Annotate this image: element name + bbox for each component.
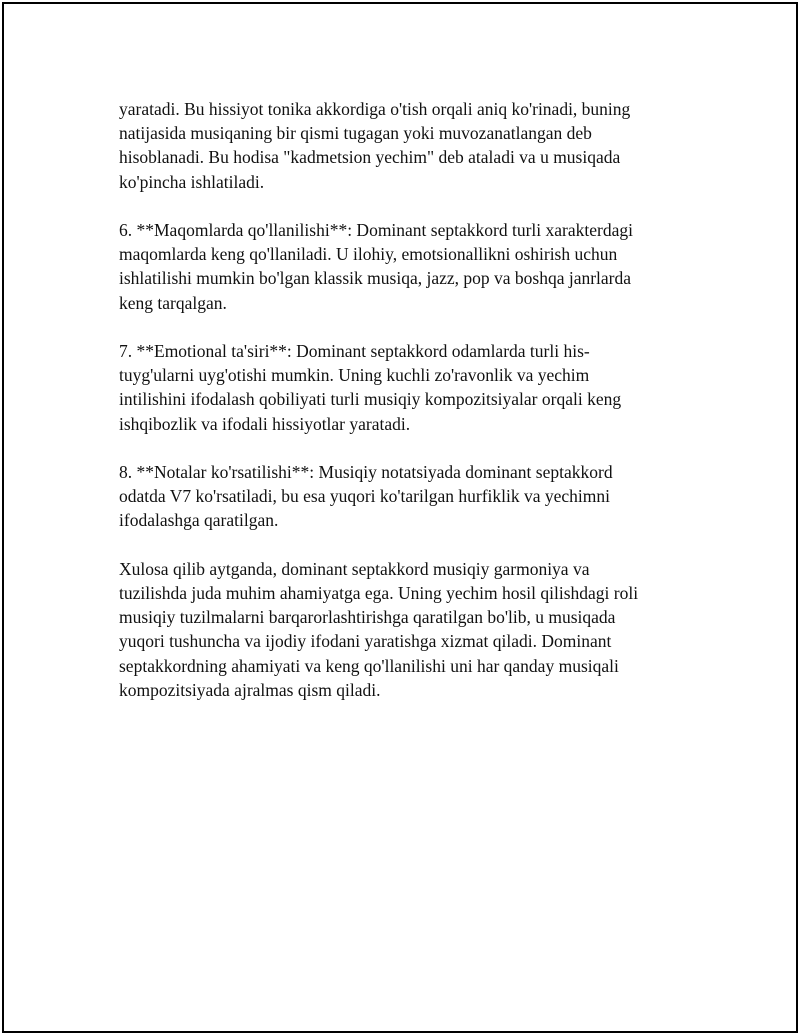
text-line: hisoblanadi. Bu hodisa "kadmetsion yechim" deb ataladi va u musiqada (119, 147, 621, 168)
text-line: maqomlarda keng qo'llaniladi. U ilohiy, emotsionallikni oshirish uchun (119, 244, 618, 265)
text-line: 6. **Maqomlarda qo'llanilishi**: Dominant septakkord turli xarakterdagi (119, 220, 633, 240)
text-line: natijasida musiqaning bir qismi tugagan yoki muvozanatlangan deb (119, 123, 592, 144)
text-line: yaratadi. Bu hissiyot tonika akkordiga o'tish orqali aniq ko'rinadi, buning (119, 99, 631, 119)
text-line: tuyg'ularni uyg'otishi mumkin. Uning kuchli zo'ravonlik va yechim (119, 365, 590, 386)
text-line: 8. **Notalar ko'rsatilishi**: Musiqiy notatsiyada dominant septakkord (119, 462, 613, 482)
document-page (2, 2, 798, 1033)
text-line: ifodalashga qaratilgan. (119, 510, 279, 531)
text-line: 7. **Emotional ta'siri**: Dominant septakkord odamlarda turli his- (119, 341, 590, 361)
paragraph-cadence (119, 97, 679, 194)
document-body (119, 97, 679, 726)
text-line: yuqori tushuncha va ijodiy ifodani yaratishga xizmat qiladi. Dominant (119, 631, 612, 652)
text-line: intilishini ifodalash qobiliyati turli musiqiy kompozitsiyalar orqali keng (119, 389, 622, 410)
paragraph-item-8 (119, 460, 679, 533)
text-line: septakkordning ahamiyati va keng qo'llanilishi uni har qanday musiqali (119, 655, 619, 676)
text-line: ishqibozlik va ifodali hissiyotlar yaratadi. (119, 413, 411, 434)
text-line: keng tarqalgan. (119, 292, 227, 313)
text-line: kompozitsiyada ajralmas qism qiladi. (119, 679, 381, 700)
text-line: odatda V7 ko'rsatiladi, bu esa yuqori ko'tarilgan hurfiklik va yechimni (119, 486, 611, 507)
text-line: Xulosa qilib aytganda, dominant septakkord musiqiy garmoniya va (119, 558, 590, 579)
text-line: ishlatilishi mumkin bo'lgan klassik musiqa, jazz, pop va boshqa janrlarda (119, 268, 632, 289)
text-line: tuzilishda juda muhim ahamiyatga ega. Uning yechim hosil qilishdagi roli (119, 583, 639, 603)
paragraph-conclusion (119, 557, 679, 702)
text-line: ko'pincha ishlatiladi. (119, 171, 265, 192)
paragraph-item-6 (119, 218, 679, 315)
paragraph-item-7 (119, 339, 679, 436)
text-line: musiqiy tuzilmalarni barqarorlashtirishga qaratilgan bo'lib, u musiqada (119, 607, 616, 628)
